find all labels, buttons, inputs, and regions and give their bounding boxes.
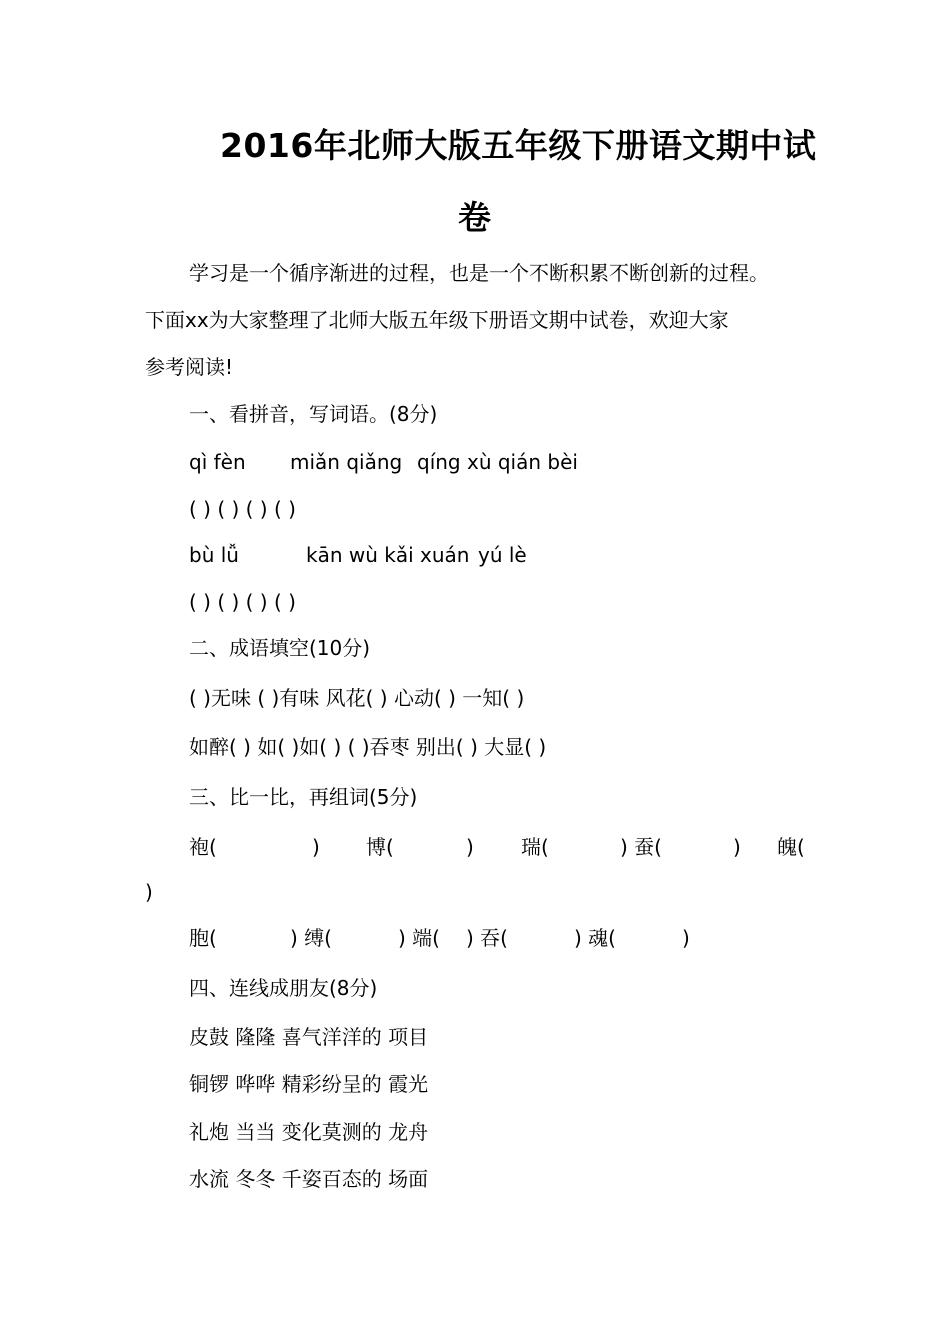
compare-item: ) 蚕( — [620, 835, 662, 859]
pinyin-item: kān wù kǎi xuán — [306, 543, 470, 567]
answer-blanks-row-2: ( ) ( ) ( ) ( ) — [189, 590, 296, 614]
idiom-row-1: ( )无味 ( )有味 风花( ) 心动( ) 一知( ) — [189, 686, 525, 710]
compare-item: 胞( — [189, 926, 217, 950]
section-2-heading: 二、成语填空(10分) — [189, 636, 371, 660]
compare-item: 袍( — [189, 835, 217, 859]
answer-blanks-row-1: ( ) ( ) ( ) ( ) — [189, 497, 296, 521]
compare-item: ) 端( — [398, 926, 440, 950]
compare-item: 瑞( — [521, 835, 549, 859]
document-title-line-2: 卷 — [458, 198, 492, 237]
section-3-heading: 三、比一比，再组词(5分) — [189, 785, 418, 809]
section-1-heading: 一、看拼音，写词语。(8分) — [189, 402, 438, 426]
compare-item: 博( — [366, 835, 394, 859]
idiom-row-2: 如醉( ) 如( )如( ) ( )吞枣 别出( ) 大显( ) — [189, 735, 547, 759]
section-4-heading: 四、连线成朋友(8分) — [189, 976, 378, 1000]
compare-item: ) — [312, 835, 320, 859]
intro-line-1: 学习是一个循序渐进的过程，也是一个不断积累不断创新的过程。 — [189, 261, 769, 285]
compare-item: 魄( — [777, 835, 805, 859]
pinyin-item: qì fèn — [189, 450, 246, 474]
pinyin-item: qíng xù qián bèi — [417, 450, 578, 474]
document-title-line-1: 2016年北师大版五年级下册语文期中试 — [220, 126, 817, 165]
pinyin-item: bù lǚ — [189, 543, 239, 567]
compare-item: ) 吞( — [466, 926, 508, 950]
matching-row: 礼炮 当当 变化莫测的 龙舟 — [189, 1120, 429, 1144]
compare-item: ) — [733, 835, 741, 859]
compare-item: ) — [682, 926, 690, 950]
matching-row: 铜锣 哗哗 精彩纷呈的 霞光 — [189, 1072, 429, 1096]
compare-item: ) 缚( — [290, 926, 332, 950]
intro-line-2: 下面xx为大家整理了北师大版五年级下册语文期中试卷，欢迎大家 — [145, 308, 729, 332]
matching-row: 水流 冬冬 千姿百态的 场面 — [189, 1167, 429, 1191]
pinyin-item: miǎn qiǎng — [290, 450, 403, 474]
compare-item: ) — [466, 835, 474, 859]
matching-row: 皮鼓 隆隆 喜气洋洋的 项目 — [189, 1025, 429, 1049]
pinyin-item: yú lè — [478, 543, 527, 567]
compare-item: ) 魂( — [574, 926, 616, 950]
compare-item-wrap: ) — [145, 880, 153, 904]
intro-line-3: 参考阅读! — [145, 355, 234, 379]
